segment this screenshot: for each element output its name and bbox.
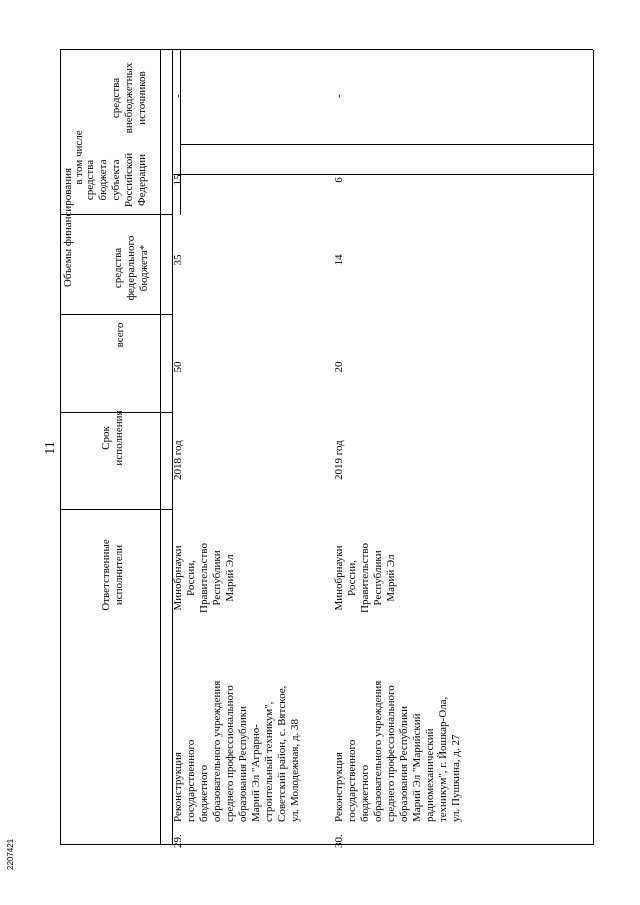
row-29-object-vt: Реконструкция государственного бюджетного образовательного учреждения среднего профессионального образования Республики Марий Эл "Аграрно- строительный техникум", Советский район, с. Вятское, ул. Молодежная, д. 38 xyxy=(172,680,301,822)
row-30-regional-vt: 6 xyxy=(333,177,345,183)
row-30-object-vt: Реконструкция государственного бюджетного образовательного учреждения среднего профессионального образования Республики Марий Эл "Марийский радиомеханический техникум", г. Йошкар-Ола, ул. Пушкина, д. 27 xyxy=(333,680,462,822)
header-total-vt: всего xyxy=(114,322,126,348)
header-responsible-vt: Ответственные исполнители xyxy=(100,539,125,611)
doc-code: 2207421 xyxy=(6,838,15,870)
header-regional-vt: средства бюджета субъекта Российской Федерации xyxy=(84,152,148,208)
row-29-num-vt: 29. xyxy=(172,834,184,848)
row-30-total-vt: 20 xyxy=(333,361,345,373)
page-number-vt: 11 xyxy=(43,441,58,455)
header-funding-vt: Объемы финансирования xyxy=(62,167,74,288)
row-30-extrabudget-vt: - xyxy=(333,94,345,98)
row-29-term-vt: 2018 год xyxy=(172,440,184,480)
header-term-vt: Срок исполнения xyxy=(100,410,125,466)
row-29-federal-vt: 35 xyxy=(172,254,184,266)
row-30-term-vt: 2019 год xyxy=(333,440,345,480)
row-29-regional-vt: 15 xyxy=(172,174,184,186)
row-29-total-vt: 50 xyxy=(172,361,184,373)
row-30-responsible-vt: Минобрнауки России, Правительство Республики Марий Эл xyxy=(333,543,397,613)
row-29-extrabudget-vt: - xyxy=(172,94,184,98)
row-29-responsible-vt: Минобрнауки России, Правительство Республики Марий Эл xyxy=(172,543,236,613)
header-including-vt: в том числе xyxy=(73,130,85,185)
row-30-federal-vt: 14 xyxy=(333,254,345,266)
header-extrabudget-vt: средства внебюджетных источников xyxy=(110,62,148,134)
header-federal-vt: средства федерального бюджета* xyxy=(112,235,150,301)
row-30-num-vt: 30. xyxy=(333,834,345,848)
